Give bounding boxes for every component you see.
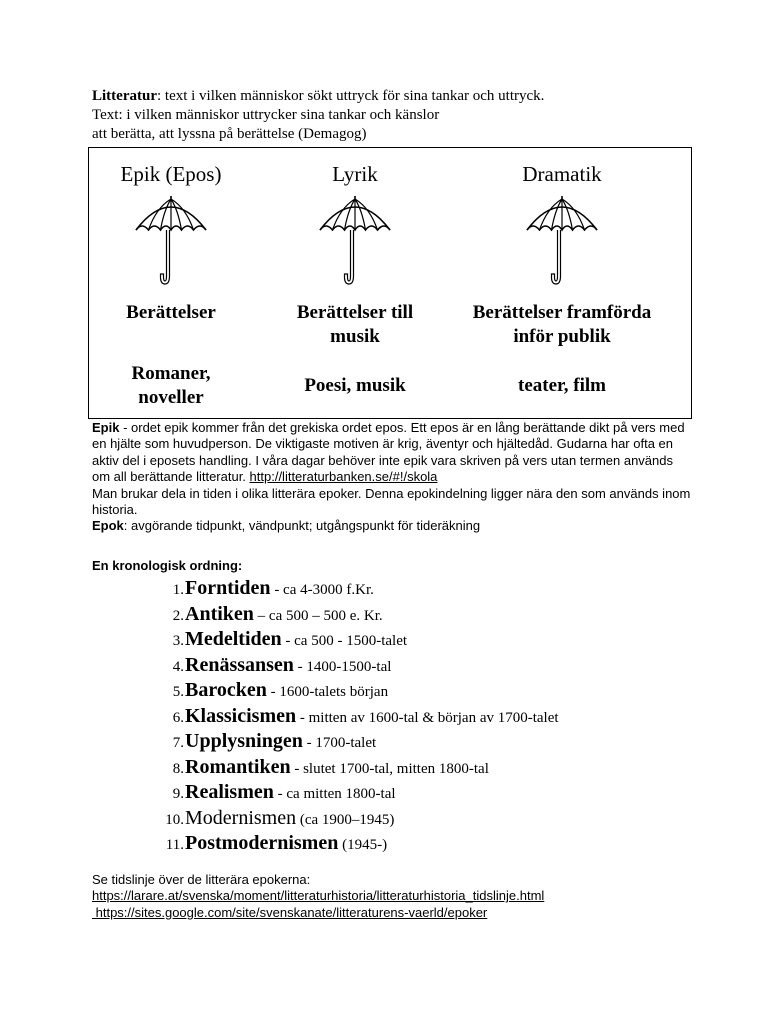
list-item <box>152 780 712 806</box>
era-period: (ca 1900–1945) <box>296 811 395 828</box>
era-period: - 1400-1500-tal <box>293 658 392 675</box>
umbrella-icon <box>318 196 392 288</box>
era-name: Antiken <box>185 602 254 625</box>
epoch-intro: Man brukar dela in tiden i olika litterära epoker. Denna epokindelning ligger nära den som används inom historia. <box>92 485 691 518</box>
intro-line-1 <box>92 87 732 106</box>
era-name: Klassicismen <box>185 704 297 727</box>
epok-term: Epok <box>92 518 124 534</box>
timeline-label: Se tidslinje över de litterära epokerna: <box>92 872 311 887</box>
list-item <box>152 602 712 628</box>
list-item <box>152 678 712 704</box>
item-number: 10. <box>165 811 184 828</box>
list-item <box>152 627 712 653</box>
era-period: - ca 4-3000 f.Kr. <box>270 582 374 598</box>
umbrella-icon <box>134 196 208 288</box>
epok-definition <box>92 518 692 534</box>
genre-description: Berättelser framförda inför publik <box>472 302 652 347</box>
list-item <box>152 576 712 602</box>
genre-description: Berättelser till musik <box>296 302 414 347</box>
era-period: - slutet 1700-tal, mitten 1800-tal <box>290 760 489 777</box>
literature-term: Litteratur <box>92 88 157 104</box>
item-number: 11. <box>165 837 184 853</box>
list-item <box>152 806 712 832</box>
genre-description: Berättelser <box>126 302 216 323</box>
genre-box <box>88 147 692 419</box>
era-period: - ca 500 - 1500-talet <box>281 633 408 649</box>
item-number: 3. <box>172 633 184 649</box>
era-period: - mitten av 1600-tal & början av 1700-talet <box>296 709 559 726</box>
literature-definition: : text i vilken människor sökt uttryck för sina tankar och uttryck. <box>156 88 545 104</box>
genre-title: Dramatik <box>522 162 602 186</box>
item-number: 2. <box>172 607 184 624</box>
genre-examples: teater, film <box>518 375 606 396</box>
era-name: Realismen <box>185 781 274 803</box>
epik-term: Epik <box>92 420 120 435</box>
epik-body: - ordet epik kommer från det grekiska ordet epos. Ett epos är en lång berättande dikt på vers med en hjälte som huvudperson. De viktigaste motiven är krig, äventyr och hjältedåd. Gudarna har ofta en aktiv del i eposets handling. I våra dagar behöver inte epik vara skriven på vers utan termen används om all berättande litteratur. <box>92 420 685 485</box>
genre-examples: Romaner, noveller <box>131 363 211 408</box>
item-number: 8. <box>172 760 184 777</box>
era-name: Barocken <box>185 679 267 701</box>
era-period: - 1700-talet <box>302 735 377 751</box>
era-name: Upplysningen <box>185 730 303 752</box>
timeline-links <box>92 872 712 921</box>
intro-paragraph <box>92 87 732 144</box>
era-name: Medeltiden <box>185 628 282 650</box>
intro-line-3: att berätta, att lyssna på berättelse (Demagog) <box>92 126 367 142</box>
epik-paragraph <box>92 420 692 535</box>
era-name: Romantiken <box>185 755 291 778</box>
era-period: - ca mitten 1800-tal <box>273 786 396 802</box>
chronology-title: En kronologisk ordning: <box>92 558 243 573</box>
era-name: Forntiden <box>185 577 271 599</box>
genre-examples: Poesi, musik <box>304 375 406 396</box>
epok-body: : avgörande tidpunkt, vändpunkt; utgångspunkt för tideräkning <box>123 518 481 534</box>
item-number: 5. <box>172 684 184 700</box>
umbrella-icon <box>525 196 599 288</box>
item-number: 9. <box>172 786 184 802</box>
list-item <box>152 653 712 679</box>
genre-title: Lyrik <box>332 162 378 186</box>
litteraturbanken-link[interactable]: http://litteraturbanken.se/#!/skola <box>249 469 438 485</box>
timeline-link-google-sites[interactable]: https://sites.google.com/site/svenskanate/litteraturens-vaerld/epoker <box>92 904 488 920</box>
era-period: – ca 500 – 500 e. Kr. <box>253 607 383 624</box>
list-item <box>152 755 712 781</box>
era-name: Postmodernismen <box>185 832 339 854</box>
list-item <box>152 729 712 755</box>
epik-text <box>92 420 692 486</box>
intro-line-2: Text: i vilken människor uttrycker sina tankar och känslor <box>92 107 440 123</box>
era-period: - 1600-talets början <box>266 684 389 700</box>
item-number: 1. <box>172 582 184 598</box>
list-item <box>152 704 712 730</box>
chronology-list <box>152 576 712 857</box>
item-number: 4. <box>172 658 184 675</box>
era-name: Renässansen <box>185 653 294 676</box>
timeline-link-larare[interactable]: https://larare.at/svenska/moment/litteraturhistoria/litteraturhistoria_tidslinje.html <box>92 888 545 904</box>
genre-title: Epik (Epos) <box>120 162 222 186</box>
item-number: 6. <box>172 709 184 726</box>
era-period: (1945-) <box>338 837 388 853</box>
era-name: Modernismen <box>185 806 297 829</box>
list-item <box>152 831 712 857</box>
item-number: 7. <box>172 735 184 751</box>
